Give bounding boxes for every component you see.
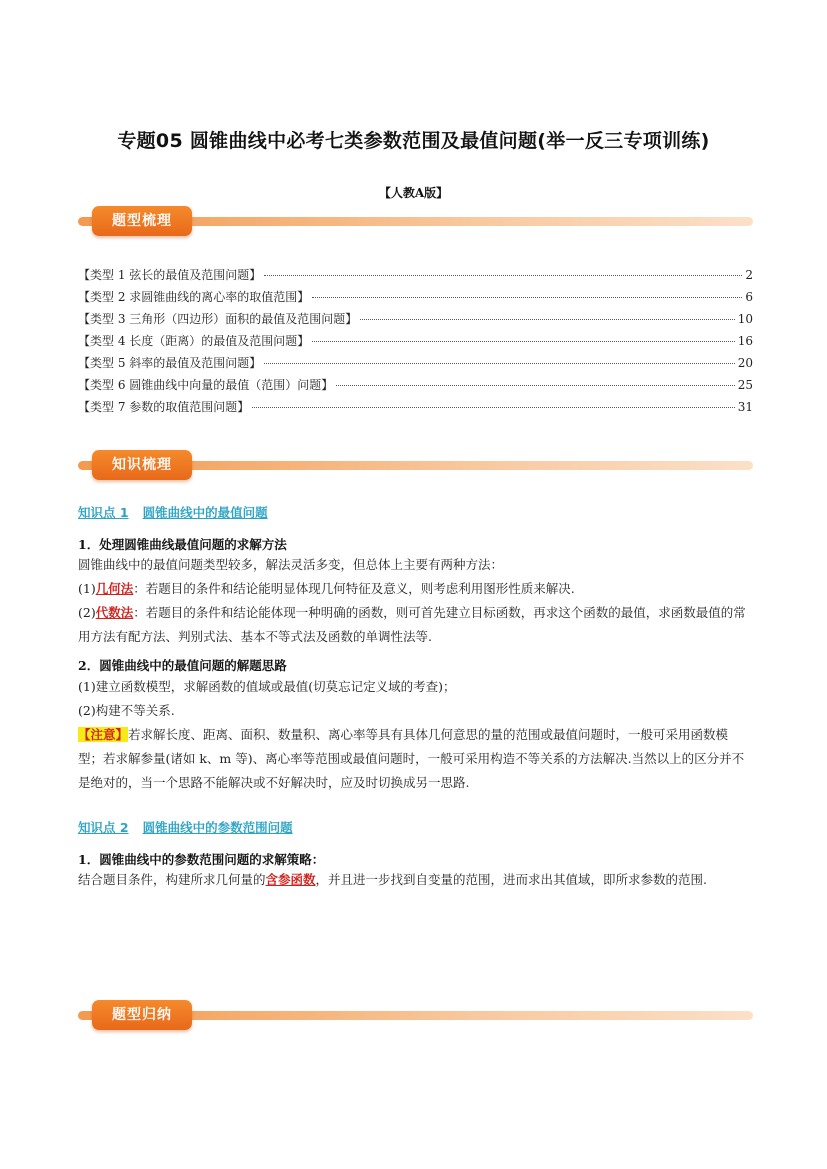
toc-item-page: 2 (745, 268, 753, 282)
toc-item-label: 【类型 5 斜率的最值及范围问题】 (78, 356, 262, 370)
kp-label: 知识点 1 (78, 505, 129, 520)
kp1-body (78, 553, 753, 649)
paragraph (78, 868, 753, 892)
toc-item-page: 20 (737, 356, 753, 370)
toc-item-page: 31 (737, 400, 753, 414)
step-1: (1)建立函数模型，求解函数的值域或最值(切莫忘记定义域的考查)； (78, 679, 456, 694)
kp2-heading-1: 1．圆锥曲线中的参数范围问题的求解策略： (78, 852, 325, 867)
step-2: (2)构建不等关系. (78, 703, 175, 718)
toc-leader (312, 341, 734, 342)
method-geometric (78, 577, 753, 601)
prefix: (1) (78, 581, 96, 596)
paragraph: 圆锥曲线中的最值问题类型较多，解法灵活多变，但总体上主要有两种方法： (78, 557, 504, 572)
kp-title-text: 圆锥曲线中的最值问题 (142, 505, 268, 520)
toc-item[interactable] (78, 354, 753, 376)
toc-item-page: 10 (737, 312, 753, 326)
method-algebraic (78, 601, 753, 649)
method-text: ：若题目的条件和结论能体现一种明确的函数，则可首先建立目标函数，再求这个函数的最值，求函数最值的常用方法有配方法、判别式法、基本不等式法及函数的单调性法等. (78, 605, 746, 644)
kp-label: 知识点 2 (78, 820, 129, 835)
table-of-contents (78, 266, 753, 420)
toc-item[interactable] (78, 266, 753, 288)
keyword-geometric: 几何法 (95, 581, 134, 596)
toc-leader (264, 275, 742, 276)
method-text: ：若题目的条件和结论能明显体现几何特征及意义，则考虑利用图形性质来解决. (133, 581, 575, 596)
kp2-body (78, 868, 753, 892)
toc-leader (252, 407, 734, 408)
keyword-algebraic: 代数法 (95, 605, 134, 620)
text: 结合题目条件，构建所求几何量的 (78, 872, 266, 887)
knowledge-point-1-title (78, 503, 268, 521)
note-text: 若求解长度、距离、面积、数量积、离心率等具有具体几何意思的量的范围或最值问题时，一般可采用函数模型；若求解参量(诸如 k、m 等)、离心率等范围或最值问题时，一般可采用构造不等关系的方法解决.当然以上的区分并不是绝对的，当一个思路不能解决或不好解决时，应及时切换成另一思路. (78, 727, 745, 790)
toc-item[interactable] (78, 332, 753, 354)
kp-title-text: 圆锥曲线中的参数范围问题 (142, 820, 293, 835)
banner-tag: 题型梳理 (92, 206, 192, 236)
toc-item[interactable] (78, 376, 753, 398)
toc-item-label: 【类型 7 参数的取值范围问题】 (78, 400, 250, 414)
toc-leader (312, 297, 742, 298)
toc-leader (360, 319, 734, 320)
page-title: 专题05 圆锥曲线中必考七类参数范围及最值问题(举一反三专项训练) (117, 130, 710, 152)
banner-tag: 题型归纳 (92, 1000, 192, 1030)
toc-item[interactable] (78, 398, 753, 420)
keyword-parametric-function: 含参函数 (265, 872, 316, 887)
section-banner-knowledge-review (78, 450, 753, 480)
toc-item-label: 【类型 6 圆锥曲线中向量的最值（范围）问题】 (78, 378, 334, 392)
section-banner-types-summary (78, 1000, 753, 1030)
toc-leader (264, 363, 734, 364)
toc-item-label: 【类型 2 求圆锥曲线的离心率的取值范围】 (78, 290, 310, 304)
toc-item-label: 【类型 3 三角形（四边形）面积的最值及范围问题】 (78, 312, 358, 326)
toc-item[interactable] (78, 310, 753, 332)
kp1-heading-2: 2．圆锥曲线中的最值问题的解题思路 (78, 658, 287, 673)
toc-item[interactable] (78, 288, 753, 310)
toc-item-label: 【类型 1 弦长的最值及范围问题】 (78, 268, 262, 282)
toc-item-page: 25 (737, 378, 753, 392)
kp1-heading-1: 1．处理圆锥曲线最值问题的求解方法 (78, 537, 287, 552)
toc-item-page: 16 (737, 334, 753, 348)
text: ，并且进一步找到自变量的范围，进而求出其值域，即所求参数的范围. (315, 872, 708, 887)
edition-label: 【人教A版】 (378, 186, 449, 200)
note-paragraph (78, 723, 753, 795)
section-banner-types-review (78, 206, 753, 236)
toc-item-label: 【类型 4 长度（距离）的最值及范围问题】 (78, 334, 310, 348)
knowledge-point-2-title (78, 818, 293, 836)
toc-leader (336, 385, 734, 386)
kp1-steps (78, 675, 753, 795)
toc-item-page: 6 (745, 290, 753, 304)
banner-tag: 知识梳理 (92, 450, 192, 480)
note-label: 【注意】 (78, 727, 129, 742)
prefix: (2) (78, 605, 96, 620)
